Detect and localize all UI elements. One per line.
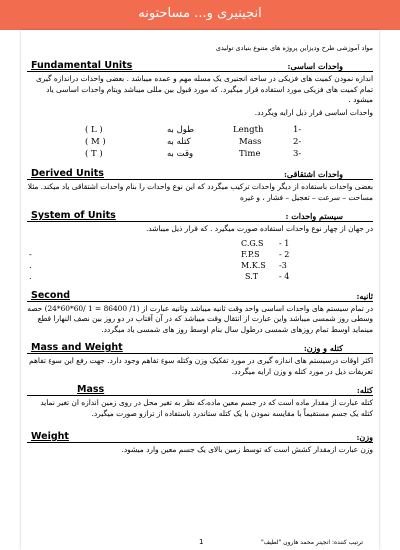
section-header-fundamental xyxy=(27,58,373,72)
unit-label-en: Length xyxy=(233,125,264,135)
system-number: -3 xyxy=(279,260,287,270)
unit-row xyxy=(27,137,373,149)
page-number: 1 xyxy=(199,538,204,546)
unit-number: 3- xyxy=(293,149,302,159)
paragraph-weight: وزن عبارت ازمقدار کشش است که توسط زمین بالای یک جسم معین وارد میشود. xyxy=(121,445,373,454)
list-dot: . xyxy=(29,271,32,281)
unit-row xyxy=(27,125,373,137)
paragraph-mass: کتله عبارت از مقدار ماده است که در جسم معین ماده،که نظر به تغیر محل در روی زمین اندازه ان تغیر نماید کتله یک جسم مستقیماً با مقایسه نمودن با یک کتله ستاندرد باستفاده از ترازو صورت میگیرد. xyxy=(40,398,373,418)
unit-label-en: Time xyxy=(239,149,261,159)
section-title-en: Second xyxy=(31,289,71,301)
unit-number: 1- xyxy=(293,125,302,135)
unit-label-ar: کتله به xyxy=(167,137,191,147)
unit-label-ar: وقت به xyxy=(167,149,194,159)
paragraph-fundamental: اندازه نمودن کمیت های فزیکی در ساحه انجنیری یک مسله مهم و عمده میباشد . بعضی واحدات دراندازه گیری تمام کمیت های فزیکی مورد استفاده قرار میگیرد. که مورد قبول بین مللی میباشد ویتام واحدات اساسی یاد میشود . xyxy=(35,74,373,104)
section-title-ar: سیستم واحدات : xyxy=(285,211,343,221)
unit-number: 2- xyxy=(293,137,302,147)
section-title-ar: کتله و وزن: xyxy=(303,343,343,353)
unit-symbol: ( M ) xyxy=(85,137,106,147)
system-code: S.T xyxy=(245,271,259,281)
system-number: - 4 xyxy=(279,271,290,281)
system-row xyxy=(27,239,373,250)
paragraph-derived: بعضی واحدات باستفاده از دیگر واحدات ترکیب میگردد که این نوع واحدات را بنام واحدات اشتقاقی یاد میکند. مثلا مساحت – سرعت – تعجیل – فشار ، و غیره xyxy=(27,182,373,202)
section-title-ar: واحدات اساسی: xyxy=(287,61,343,71)
section-title-en: System of Units xyxy=(31,210,116,221)
fundamental-units-list xyxy=(27,125,373,161)
system-code: C.G.S xyxy=(241,238,264,248)
system-number: - 2 xyxy=(279,249,290,259)
unit-symbol: ( L ) xyxy=(85,125,103,135)
unit-label-ar: طول به xyxy=(167,125,194,135)
system-code: M.K.S xyxy=(241,260,266,270)
unit-symbol: ( T ) xyxy=(85,149,103,159)
list-dot: - xyxy=(29,249,32,259)
system-units-list xyxy=(27,239,373,283)
section-title-en: Derived Units xyxy=(31,168,104,179)
paragraph-mass-weight: اکثر اوقات درسیستم های اندازه گیری در مورد تفکیک وزن وکتله سوءِ تفاهم وجود دارد. جهت رفع این سوءِ تفاهم تعریفات ذیل در مورد کتله و وزن ارایه میگردد. xyxy=(29,356,373,376)
document-subtitle: مواد آموزشی طرح وديزاين پروژه های متنوع بنيادی توليدی xyxy=(215,44,373,52)
section-title-en: Mass and Weight xyxy=(31,342,123,353)
system-code: F.P.S xyxy=(241,249,260,259)
document-page[interactable] xyxy=(21,30,379,550)
section-title-en: Fundamental Units xyxy=(31,60,133,71)
system-row xyxy=(27,272,373,283)
author-credit: ترتیب کننده: انجینر محمد هارون "لطیف" xyxy=(260,539,363,546)
title-bar xyxy=(0,0,400,30)
paragraph-second: در تمام سیستم های واحدات اساسی واحد وقت ثانیه میباشد وثانیه عبارت از (1/ 86400 = 1 /60*60*24) حصه وسطی روز شمسی میباشد واین عبارت از انتقال وقت میباشد که در آن آفتاب در دو روز بین نصف النهارا قطع مینماید اوسط تمام روزهای شمسی درطول سال بنام اوسط روز های شمسی یاد میگردد. xyxy=(27,303,373,334)
document-content xyxy=(27,44,373,544)
section-header-system xyxy=(27,208,373,222)
system-row xyxy=(27,261,373,272)
unit-row xyxy=(27,149,373,161)
section-title-ar: ثانیه: xyxy=(356,290,373,301)
section-title-en: Mass xyxy=(77,384,105,395)
section-header-weight xyxy=(27,429,373,443)
section-header-derived xyxy=(27,166,373,180)
section-title-en: Weight xyxy=(31,431,69,442)
list-dot: . xyxy=(29,260,32,270)
section-title-ar: کتله: xyxy=(356,385,373,395)
system-row xyxy=(27,250,373,261)
section-title-ar: واحدات اشتقاقی: xyxy=(283,169,343,179)
system-number: - 1 xyxy=(279,238,290,248)
section-header-mass xyxy=(27,382,373,396)
section-header-second xyxy=(27,288,373,302)
unit-label-en: Mass xyxy=(239,137,262,147)
section-header-mass-weight xyxy=(27,340,373,354)
section-title-ar: وزن: xyxy=(356,432,373,442)
paragraph-fundamental-2: واحدات اساسی قرار ذیل ارایه ویگردد. xyxy=(254,107,373,117)
paragraph-system: در جهان از چهار نوع واحدات استفاده صورت میگیرد . که قرار ذیل میباشد. xyxy=(145,224,373,233)
window-title: انجینیری و... مساحتونه xyxy=(138,6,262,21)
